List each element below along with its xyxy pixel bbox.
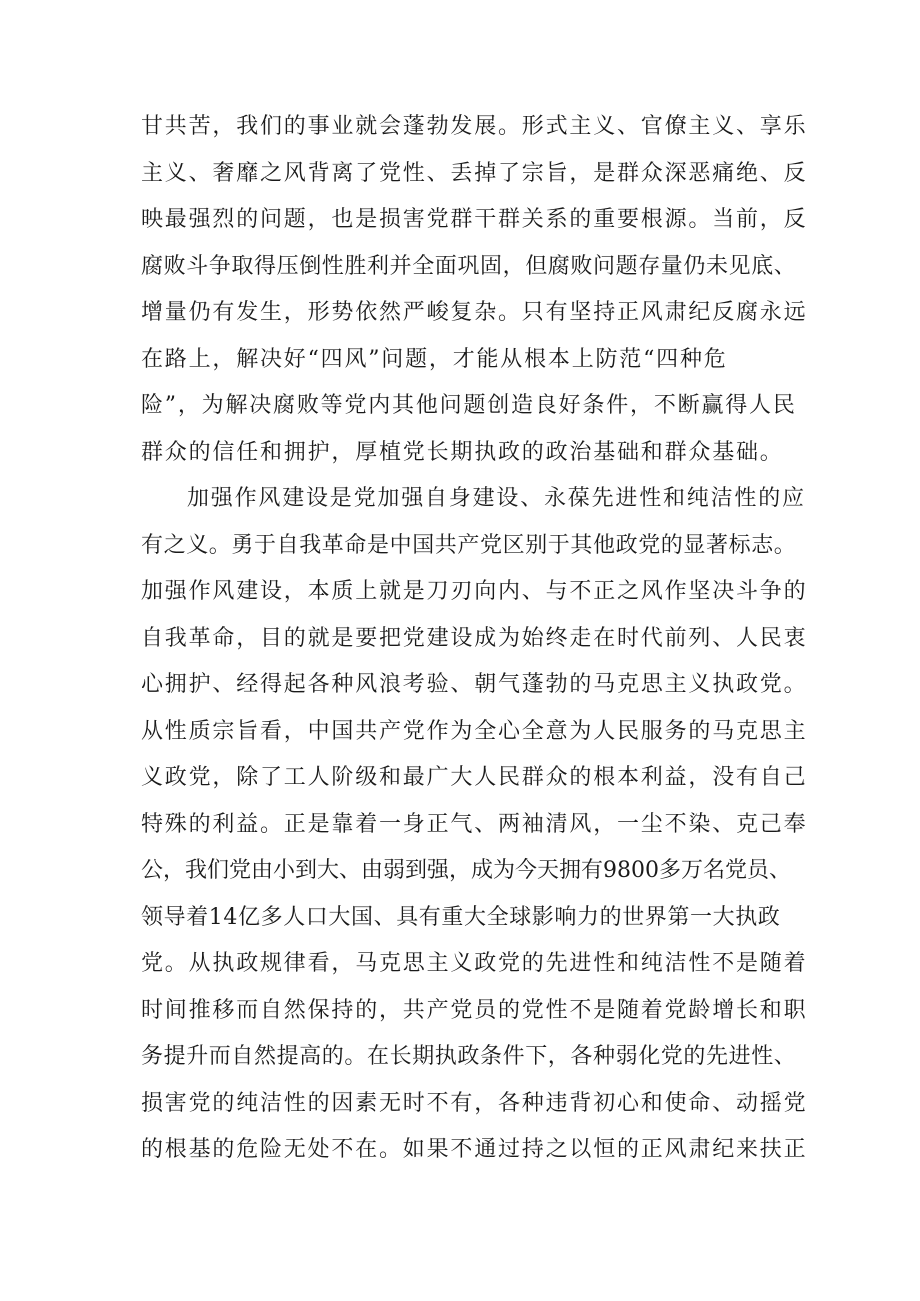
text-line: 时间推移而自然保持的，共产党员的党性不是随着党龄增长和职 [141,997,808,1023]
text-line: 务提升而自然提高的。在长期执政条件下，各种弱化党的先进性、 [141,1044,797,1069]
text-line: 自我革命，目的就是要把党建设成为始终走在时代前列、人民衷 [141,625,808,651]
text-line: 义政党，除了工人阶级和最广大人民群众的根本利益，没有自己 [141,765,808,790]
text-line: 党。从执政规律看，马克思主义政党的先进性和纯洁性不是随着 [141,951,808,976]
text-line: 公，我们党由小到大、由弱到强，成为今天拥有9800多万名党员、 [141,858,791,883]
text-line: 心拥护、经得起各种风浪考验、朝气蓬勃的马克思主义执政党。 [141,672,808,697]
text-line: 特殊的利益。正是靠着一身正气、两袖清风，一尘不染、克己奉 [141,811,808,837]
text-line: 加强作风建设，本质上就是刀刃向内、与不正之风作坚决斗争的 [141,579,808,604]
text-line: 腐败斗争取得压倒性胜利并全面巩固，但腐败问题存量仍未见底、 [141,253,797,279]
text-line: 领导着14亿多人口大国、具有重大全球影响力的世界第一大执政 [141,904,781,930]
text-line: 甘共苦，我们的事业就会蓬勃发展。形式主义、官僚主义、享乐 [141,114,808,139]
text-line: 群众的信任和拥护，厚植党长期执政的政治基础和群众基础。 [141,439,784,465]
text-line: 险”，为解决腐败等党内其他问题创造良好条件，不断赢得人民 [141,393,797,418]
text-line: 在路上，解决好“四风”问题，才能从根本上防范“四种危 [141,346,728,372]
text-line: 的根基的危险无处不在。如果不通过持之以恒的正风肃纪来扶正 [141,1137,808,1162]
document-body [141,104,808,1174]
text-line: 主义、奢靡之风背离了党性、丢掉了宗旨，是群众深恶痛绝、反 [141,160,808,186]
paragraph-start-line: 加强作风建设是党加强自身建设、永葆先进性和纯洁性的应 [187,486,806,511]
text-line: 有之义。勇于自我革命是中国共产党区别于其他政党的显著标志。 [141,532,797,558]
text-line: 损害党的纯洁性的因素无时不有，各种违背初心和使命、动摇党 [141,1090,808,1116]
text-line: 映最强烈的问题，也是损害党群干群关系的重要根源。当前，反 [141,207,808,232]
text-line: 增量仍有发生，形势依然严峻复杂。只有坚持正风肃纪反腐永远 [141,300,808,325]
text-line: 从性质宗旨看，中国共产党作为全心全意为人民服务的马克思主 [141,718,808,744]
